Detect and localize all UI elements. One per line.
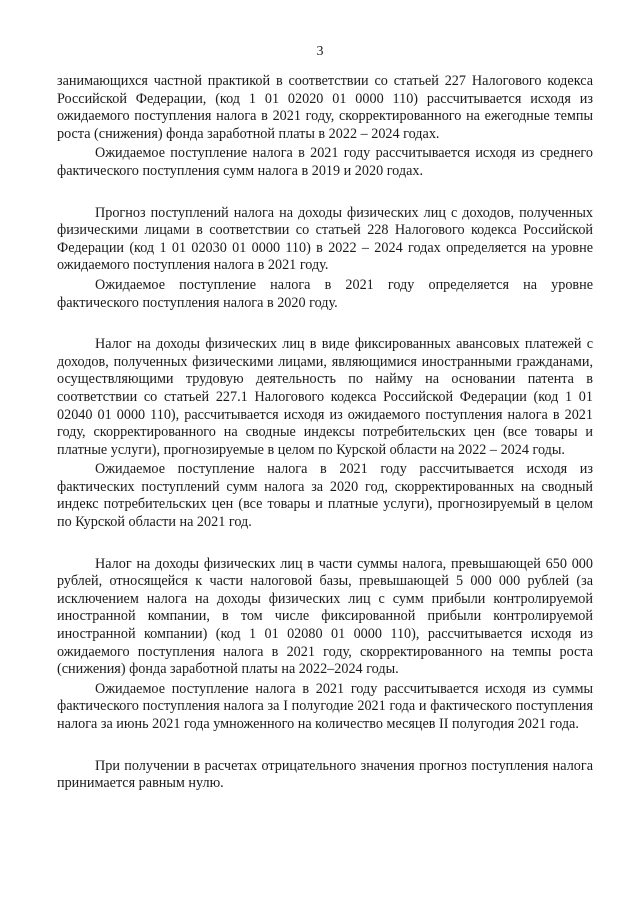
paragraph-expected-excess: Ожидаемое поступление налога в 2021 году рассчитывается исходя из суммы фактического поступления налога за I полугодие 2021 года и фактического поступления налога за июнь 2021 года умноженного на количество месяцев II полугодия 2021 года. (57, 680, 593, 732)
document-body (57, 73, 593, 793)
paragraph-patent-227-1: Налог на доходы физических лиц в виде фиксированных авансовых платежей с доходов, полученных физическими лицами, являющимися иностранными гражданами, осуществляющими трудовую деятельность по найму на основании патента в соответствии со статьей 227.1 Налогового кодекса Российской Федерации (код 1 01 02040 01 0000 110), рассчитывается исходя из ожидаемого поступления налога в 2021 году, скорректированного на сводные индексы потребительских цен (все товары и платные услуги), прогнозируемые в целом по Курской области на 2022 – 2024 годы. (57, 336, 593, 458)
paragraph-expected-227-1: Ожидаемое поступление налога в 2021 году рассчитывается исходя из фактических поступлений сумм налога за 2020 год, скорректированных на сводный индекс потребительских цен (все товары и платные услуги), прогнозируемый в целом по Курской области на 2021 год. (57, 461, 593, 531)
paragraph-expected-228: Ожидаемое поступление налога в 2021 году определяется на уровне фактического поступления налога в 2020 году. (57, 276, 593, 311)
paragraph-expected-227: Ожидаемое поступление налога в 2021 году рассчитывается исходя из среднего фактического поступления сумм налога в 2019 и 2020 годах. (57, 145, 593, 179)
paragraph-continuation-227: занимающихся частной практикой в соответствии со статьей 227 Налогового кодекса Российской Федерации, (код 1 01 02020 01 0000 110) рассчитывается исходя из ожидаемого поступления налога в 2021 году, скорректированного на ежегодные темпы роста (снижения) фонда заработной платы в 2022 – 2024 годах. (57, 73, 593, 142)
page-number: 3 (316, 44, 324, 59)
paragraph-negative-value-rule: При получении в расчетах отрицательного значения прогноз поступления налога принимается равным нулю. (57, 757, 593, 792)
paragraph-excess-650000: Налог на доходы физических лиц в части суммы налога, превышающей 650 000 рублей, относящейся к части налоговой базы, превышающей 5 000 000 рублей (за исключением налога на доходы физических лиц с сумм прибыли контролируемой иностранной компании, в том числе фиксированной прибыли контролируемой иностранной компании) (код 1 01 02080 01 0000 110), рассчитывается исходя из ожидаемого поступления налога в 2021 году, скорректированного на темпы роста (снижения) фонда заработной платы на 2022–2024 годы. (57, 555, 593, 678)
paragraph-forecast-228: Прогноз поступлений налога на доходы физических лиц с доходов, полученных физическими лицами в соответствии со статьей 228 Налогового кодекса Российской Федерации (код 1 01 02030 01 0000 110) в 2022 – 2024 годах определяется на уровне ожидаемого поступления налога в 2021 году. (57, 204, 593, 274)
